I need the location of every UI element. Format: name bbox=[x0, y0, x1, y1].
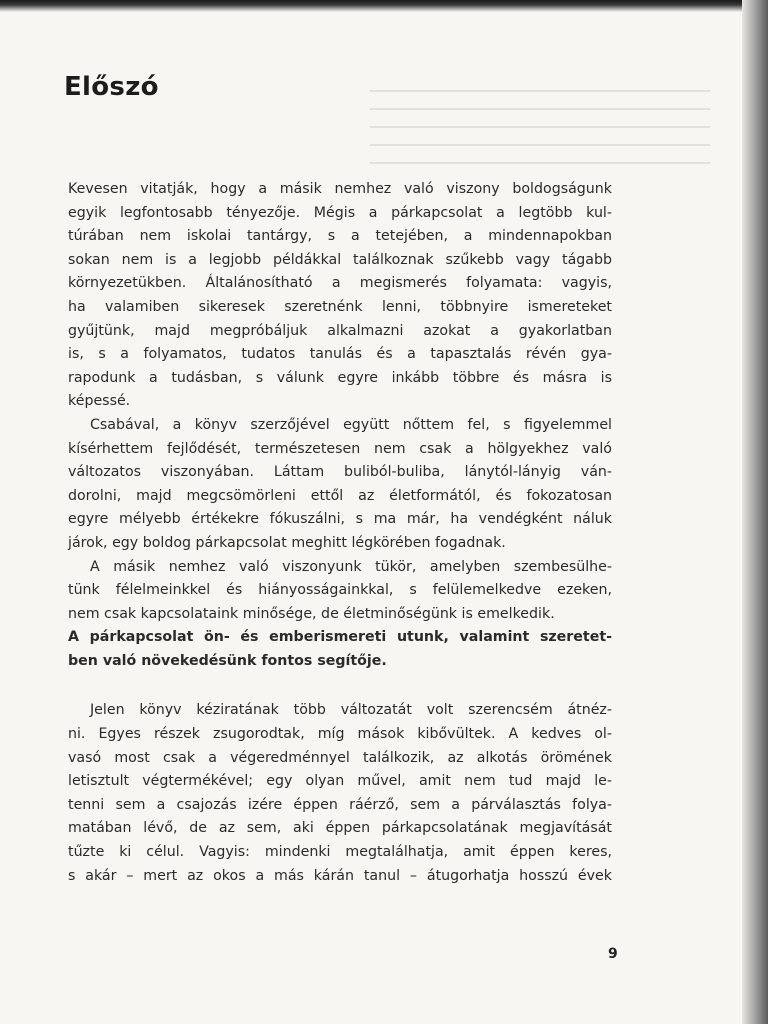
text-line: ha valamiben sikeresek szeretnénk lenni, többnyire ismereteket bbox=[68, 298, 612, 315]
text-line: ni. Egyes részek zsugorodtak, míg mások kibővültek. A kedves ol- bbox=[68, 726, 612, 743]
text-line: környezetükben. Általánosítható a megismerés folyamata: vagyis, bbox=[68, 275, 612, 292]
text-line: tenni sem a csajozás izére éppen ráérző, sem a párválasztás folya- bbox=[68, 796, 612, 813]
text-line: matában lévő, de az sem, aki éppen párkapcsolatának megjavítását bbox=[68, 820, 612, 837]
text-line: túrában nem iskolai tantárgy, s a tetejében, a mindennapokban bbox=[68, 228, 612, 245]
text-line: tünk félelmeinkkel és hiányosságainkkal, s felülemelkedve ezeken, bbox=[68, 582, 612, 599]
text-line: vasó most csak a végeredménnyel találkozik, az alkotás örömének bbox=[68, 749, 612, 766]
text-line: Csabával, a könyv szerzőjével együtt nőttem fel, s figyelemmel bbox=[90, 416, 612, 433]
text-line: Jelen könyv kéziratának több változatát volt szerencsém átnéz- bbox=[90, 702, 612, 719]
bleed-through-text bbox=[370, 90, 710, 180]
paragraph-gap bbox=[68, 673, 612, 699]
text-line: tűzte ki célul. Vagyis: mindenki megtalálhatja, amit éppen keres, bbox=[68, 844, 612, 861]
text-line: s akár – mert az okos a más kárán tanul – átugorhatja hosszú évek bbox=[68, 867, 612, 884]
paragraph bbox=[68, 414, 612, 556]
text-line: A másik nemhez való viszonyunk tükör, amelyben szembesülhe- bbox=[90, 558, 612, 575]
text-line: gyűjtünk, majd megpróbáljuk alkalmazni azokat a gyakorlatban bbox=[68, 322, 612, 339]
scanner-top-shadow bbox=[0, 0, 768, 12]
paragraph bbox=[68, 178, 612, 414]
text-line: is, s a folyamatos, tudatos tanulás és a tapasztalás révén gya- bbox=[68, 346, 612, 363]
paragraph bbox=[68, 626, 612, 673]
text-line: Kevesen vitatják, hogy a másik nemhez való viszony boldogságunk bbox=[68, 181, 612, 197]
book-spine-shadow bbox=[742, 0, 768, 1024]
text-line: A párkapcsolat ön- és emberismereti utunk, valamint szeretet- bbox=[68, 629, 612, 646]
body-text bbox=[68, 178, 612, 888]
text-line: letisztult végtermékével; egy olyan művel, amit nem tud majd le- bbox=[68, 773, 612, 790]
book-page bbox=[0, 8, 742, 1024]
text-line: rapodunk a tudásban, s válunk egyre inkább többre és másra is bbox=[68, 369, 612, 386]
text-line: sokan nem is a legjobb példákkal találkoznak szűkebb vagy tágabb bbox=[68, 251, 612, 268]
text-line: képessé. bbox=[68, 393, 131, 410]
text-line: kísérhettem fejlődését, természetesen nem csak a hölgyekhez való bbox=[68, 440, 612, 457]
text-line: járok, egy boldog párkapcsolat meghitt légkörében fogadnak. bbox=[68, 534, 506, 551]
page-number: 9 bbox=[608, 946, 618, 962]
text-line: nem csak kapcsolataink minősége, de életminőségünk is emelkedik. bbox=[68, 605, 555, 622]
text-line: változatos viszonyában. Láttam buliból-buliba, lánytól-lányig ván- bbox=[68, 464, 612, 481]
paragraph bbox=[68, 699, 612, 888]
text-line: dorolni, majd megcsömörleni ettől az életformától, és fokozatosan bbox=[68, 487, 612, 504]
text-line: egyre mélyebb értékekre fókuszálni, s ma már, ha vendégként náluk bbox=[68, 511, 612, 528]
chapter-title: Előszó bbox=[64, 72, 159, 102]
paragraph bbox=[68, 556, 612, 627]
text-line: ben való növekedésünk fontos segítője. bbox=[68, 652, 387, 669]
text-line: egyik legfontosabb tényezője. Mégis a párkapcsolat a legtöbb kul- bbox=[68, 204, 612, 221]
